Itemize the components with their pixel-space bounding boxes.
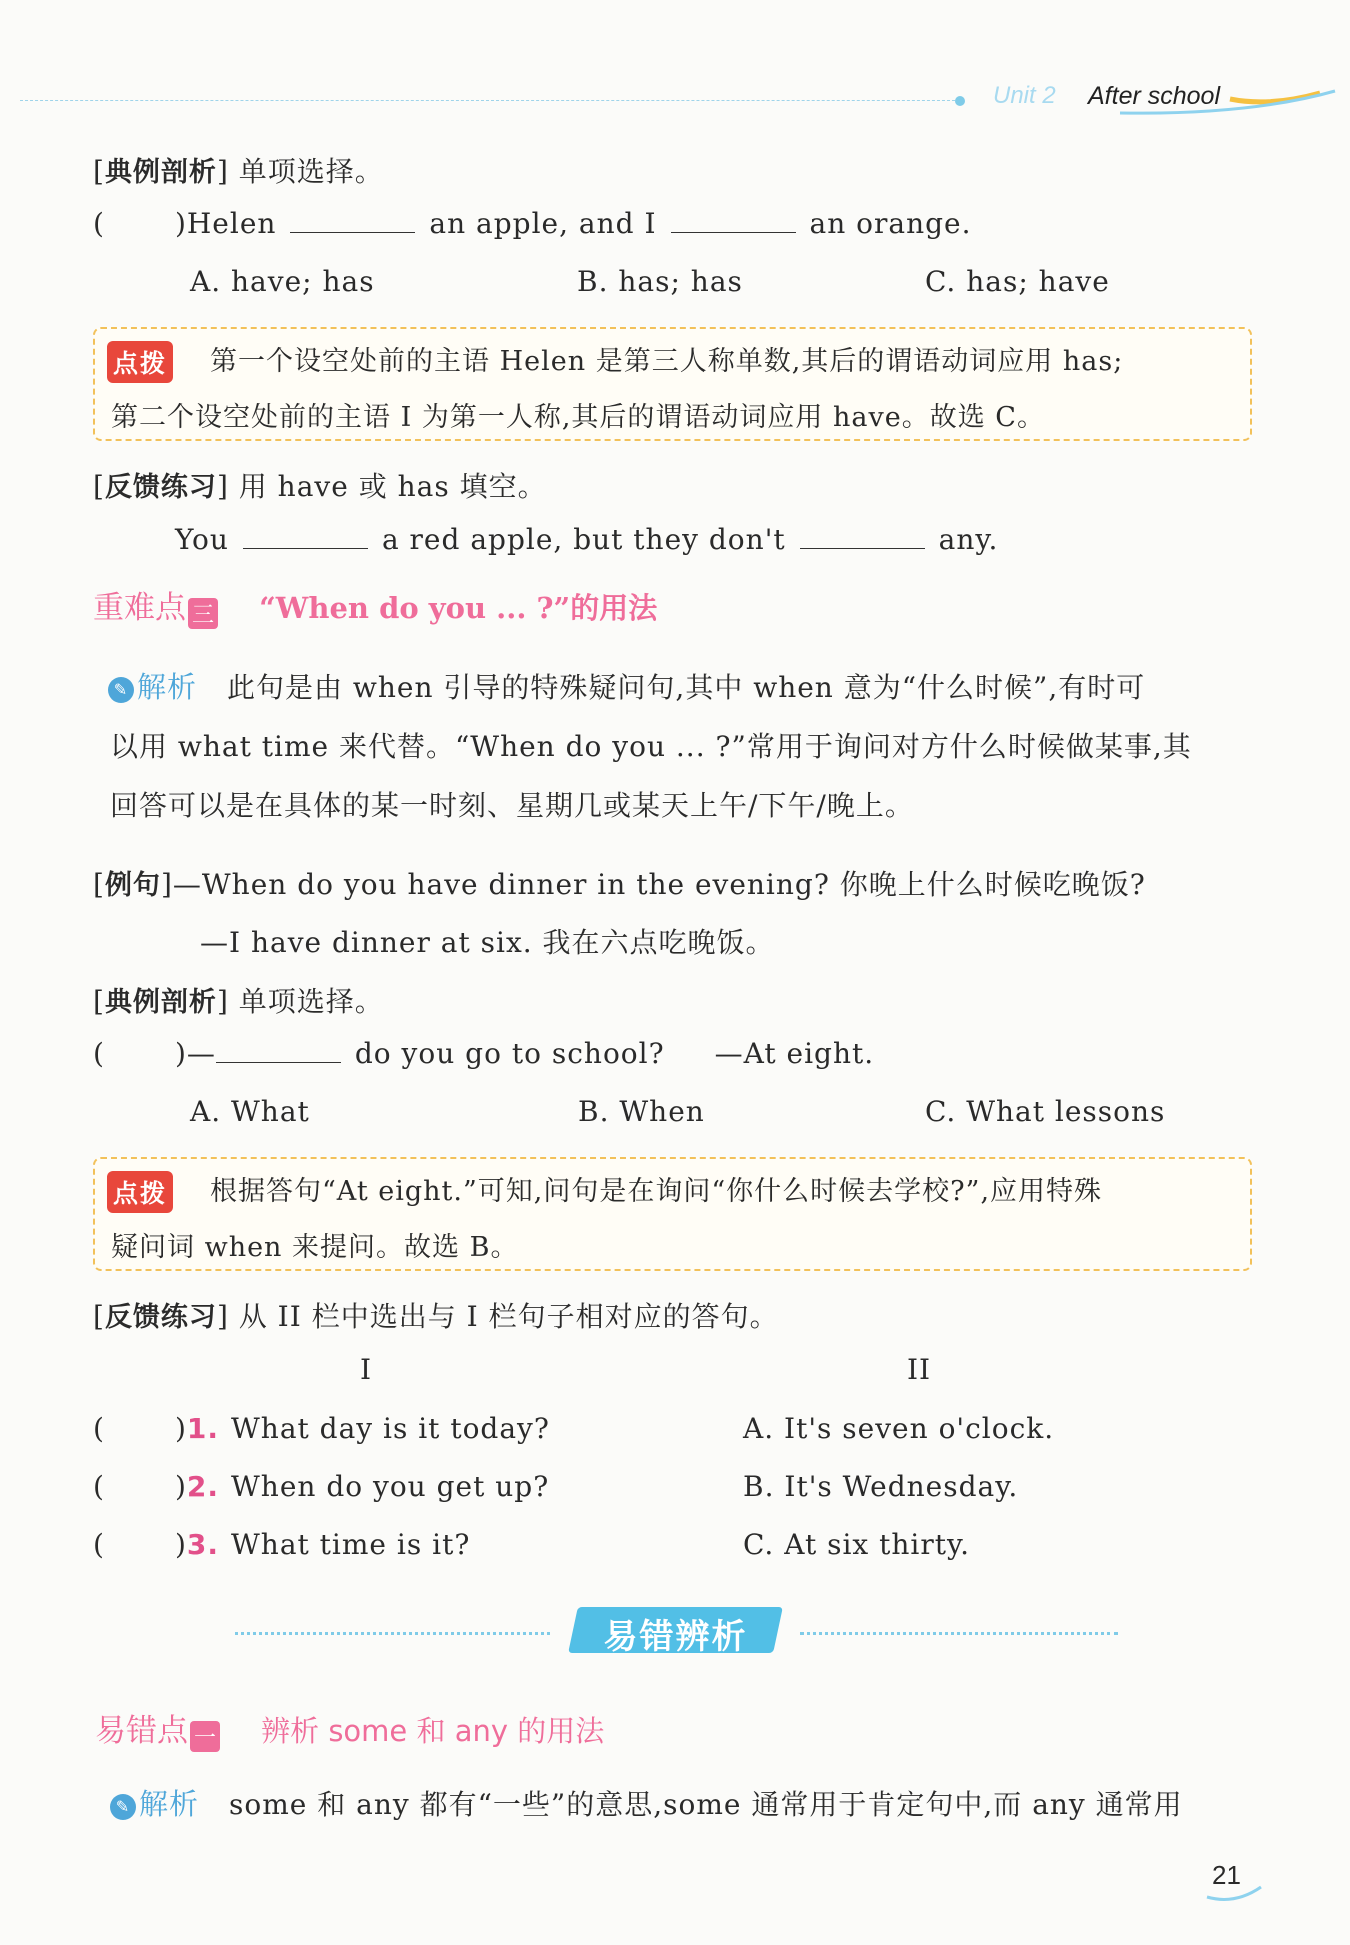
col2-head: II [907, 1353, 932, 1386]
match-answer: B. It's Wednesday. [743, 1470, 1019, 1503]
sec1-option-c: C. has; have [925, 265, 1110, 298]
banner-dots-right [800, 1632, 1118, 1635]
header-title: After school [1088, 82, 1221, 110]
sec3-tip-line1: 根据答句“At eight.”可知,问句是在询问“你什么时候去学校?”,应用特殊 [210, 1176, 1103, 1207]
header-dot [955, 96, 965, 106]
match-row: ( )1. What day is it today? [93, 1412, 550, 1445]
sec3-option-a: A. What [190, 1095, 310, 1128]
match-row: ( )3. What time is it? [93, 1528, 471, 1561]
col1-head: I [360, 1353, 373, 1386]
sec2-sentence: You a red apple, but they don't any. [175, 523, 999, 556]
sec1-question: ( )Helen an apple, and I an orange. [93, 207, 972, 240]
err1-heading: 易错点 一 辨析 some 和 any 的用法 [95, 1713, 605, 1751]
sec1-option-a: A. have; has [190, 265, 375, 298]
sec4-heading: [反馈练习] 从 II 栏中选出与 I 栏句子相对应的答句。 [93, 1300, 779, 1333]
point3-line1: ✎ 解析 此句是由 when 引导的特殊疑问句,其中 when 意为“什么时候”,有时可 [108, 665, 1145, 706]
unit-label: Unit 2 [993, 82, 1056, 109]
point3-line3: 回答可以是在具体的某一时刻、星期几或某天上午/下午/晚上。 [110, 789, 914, 822]
sec3-tip-box [93, 1157, 1252, 1271]
pencil-icon: ✎ [108, 677, 134, 703]
page-swoosh [1205, 1885, 1265, 1905]
sec3-heading: [典例剖析] 单项选择。 [93, 985, 384, 1018]
header-divider [20, 100, 960, 101]
point3-heading: 重难点 三 “When do you ... ?”的用法 [93, 590, 658, 628]
sec2-heading: [反馈练习] 用 have 或 has 填空。 [93, 470, 547, 503]
banner-dots-left [235, 1632, 550, 1635]
sec1-option-b: B. has; has [577, 265, 743, 298]
header-swoosh [1080, 85, 1340, 125]
sec3-question: ( )— do you go to school? —At eight. [93, 1037, 875, 1070]
sec3-option-b: B. When [578, 1095, 705, 1128]
match-row: ( )2. When do you get up? [93, 1470, 550, 1503]
tip-badge: 点拨 [107, 341, 173, 383]
sec3-tip-line2: 疑问词 when 来提问。故选 B。 [111, 1232, 519, 1263]
sec1-heading: [典例剖析] 单项选择。 [93, 155, 384, 188]
banner-title: 易错辨析 [603, 1617, 748, 1657]
match-answer: C. At six thirty. [743, 1528, 970, 1561]
sec1-tip-line2: 第二个设空处前的主语 I 为第一人称,其后的谓语动词应用 have。故选 C。 [111, 402, 1045, 433]
match-answer: A. It's seven o'clock. [743, 1412, 1055, 1445]
sec3-option-c: C. What lessons [925, 1095, 1166, 1128]
example-line1: [例句]—When do you have dinner in the evening? 你晚上什么时候吃晚饭? [93, 868, 1146, 901]
tip-badge: 点拨 [107, 1171, 173, 1213]
page-number: 21 [1212, 1860, 1241, 1890]
sec1-tip-box [93, 327, 1252, 441]
point3-line2: 以用 what time 来代替。“When do you ... ?”常用于询问对方什么时候做某事,其 [110, 730, 1192, 763]
sec1-tip-line1: 第一个设空处前的主语 Helen 是第三人称单数,其后的谓语动词应用 has; [210, 346, 1124, 377]
example-line2: —I have dinner at six. 我在六点吃晚饭。 [200, 926, 775, 959]
err1-line1: ✎ 解析 some 和 any 都有“一些”的意思,some 通常用于肯定句中,而 any 通常用 [110, 1782, 1183, 1823]
pencil-icon: ✎ [110, 1794, 136, 1820]
